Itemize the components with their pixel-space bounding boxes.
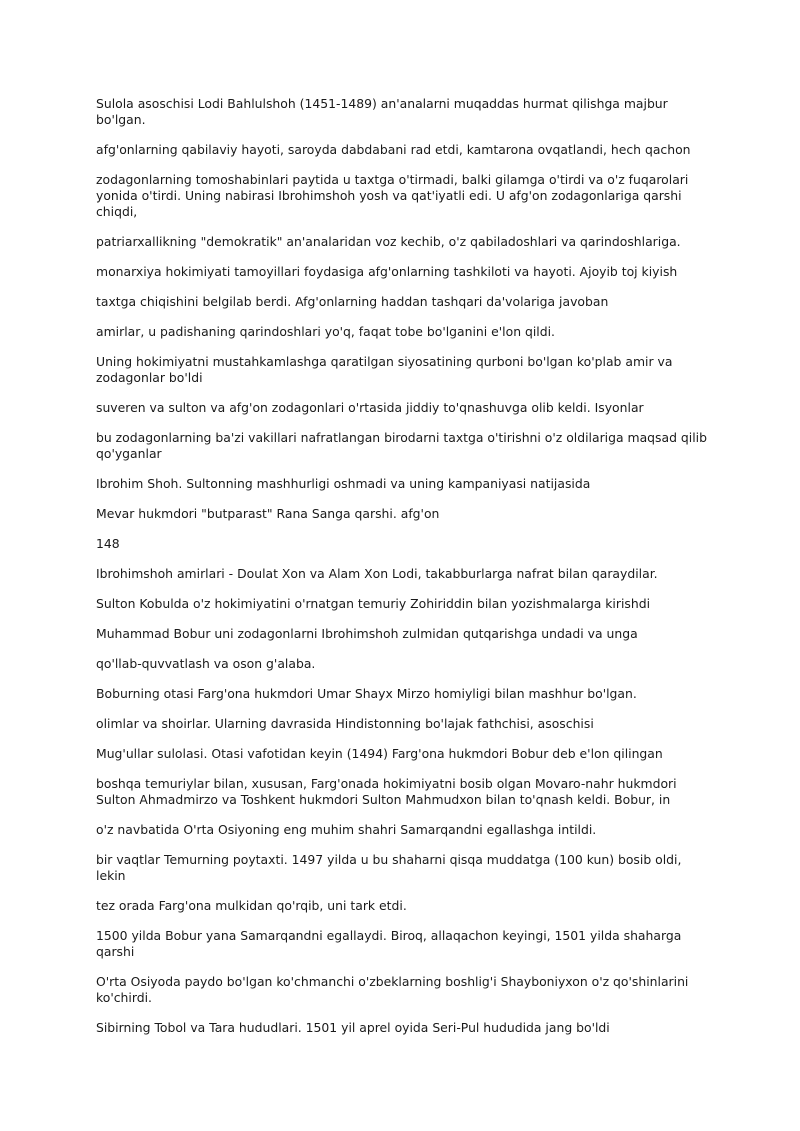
page-number: 148 <box>96 536 120 551</box>
paragraph: o'z navbatida O'rta Osiyoning eng muhim shahri Samarqandni egallashga intildi. <box>96 822 597 837</box>
paragraph: monarxiya hokimiyati tamoyillari foydasiga afg'onlarning tashkiloti va hayoti. Ajoyib toj kiyish <box>96 264 678 279</box>
paragraph: Sulola asoschisi Lodi Bahlulshoh (1451-1489) an'analarni muqaddas hurmat qilishga majbur bo'lgan. <box>96 96 668 127</box>
paragraph: Sibirning Tobol va Tara hududlari. 1501 yil aprel oyida Seri-Pul hududida jang bo'ldi <box>96 1020 610 1035</box>
paragraph: Sulton Kobulda o'z hokimiyatini o'rnatgan temuriy Zohiriddin bilan yozishmalarga kirishdi <box>96 596 651 611</box>
paragraph: boshqa temuriylar bilan, xususan, Farg'onada hokimiyatni bosib olgan Movaro-nahr hukmdori Sulton Ahmadmirzo va Toshkent hukmdori Sulton Mahmudxon bilan to'qnash keldi. Bobur, in <box>96 776 677 807</box>
paragraph: Ibrohim Shoh. Sultonning mashhurligi oshmadi va uning kampaniyasi natijasida <box>96 476 591 491</box>
paragraph: zodagonlarning tomoshabinlari paytida u taxtga o'tirmadi, balki gilamga o'tirdi va o'z fuqarolari yonida o'tirdi. Uning nabirasi Ibrohimshoh yosh va qat'iyatli edi. U afg'on zodagonlariga qarshi chiqdi, <box>96 172 689 219</box>
paragraph: bu zodagonlarning ba'zi vakillari nafratlangan birodarni taxtga o'tirishni o'z oldilariga maqsad qilib qo'yganlar <box>96 430 707 461</box>
paragraph: Muhammad Bobur uni zodagonlarni Ibrohimshoh zulmidan qutqarishga undadi va unga <box>96 626 638 641</box>
paragraph: qo'llab-quvvatlash va oson g'alaba. <box>96 656 316 671</box>
paragraph: Mug'ullar sulolasi. Otasi vafotidan keyin (1494) Farg'ona hukmdori Bobur deb e'lon qilingan <box>96 746 663 761</box>
paragraph: Boburning otasi Farg'ona hukmdori Umar Shayx Mirzo homiyligi bilan mashhur bo'lgan. <box>96 686 637 701</box>
paragraph: bir vaqtlar Temurning poytaxti. 1497 yilda u bu shaharni qisqa muddatga (100 kun) bosib oldi, lekin <box>96 852 682 883</box>
paragraph: taxtga chiqishini belgilab berdi. Afg'onlarning haddan tashqari da'volariga javoban <box>96 294 609 309</box>
paragraph: 1500 yilda Bobur yana Samarqandni egallaydi. Biroq, allaqachon keyingi, 1501 yilda shaharga qarshi <box>96 928 682 959</box>
paragraph: afg'onlarning qabilaviy hayoti, saroyda dabdabani rad etdi, kamtarona ovqatlandi, hech qachon <box>96 142 691 157</box>
paragraph: olimlar va shoirlar. Ularning davrasida Hindistonning bo'lajak fathchisi, asoschisi <box>96 716 594 731</box>
paragraph: Mevar hukmdori "butparast" Rana Sanga qarshi. afg'on <box>96 506 440 521</box>
paragraph: patriarxallikning "demokratik" an'analaridan voz kechib, o'z qabiladoshlari va qarindoshlariga. <box>96 234 681 249</box>
paragraph: amirlar, u padishaning qarindoshlari yo'q, faqat tobe bo'lganini e'lon qildi. <box>96 324 555 339</box>
paragraph: Ibrohimshoh amirlari - Doulat Xon va Alam Xon Lodi, takabburlarga nafrat bilan qaraydilar. <box>96 566 658 581</box>
document-body <box>96 96 710 1050</box>
paragraph: Uning hokimiyatni mustahkamlashga qaratilgan siyosatining qurboni bo'lgan ko'plab amir va zodagonlar bo'ldi <box>96 354 673 385</box>
paragraph: tez orada Farg'ona mulkidan qo'rqib, uni tark etdi. <box>96 898 407 913</box>
paragraph: O'rta Osiyoda paydo bo'lgan ko'chmanchi o'zbeklarning boshlig'i Shayboniyxon o'z qo'shinlarini ko'chirdi. <box>96 974 689 1005</box>
paragraph: suveren va sulton va afg'on zodagonlari o'rtasida jiddiy to'qnashuvga olib keldi. Isyonlar <box>96 400 644 415</box>
